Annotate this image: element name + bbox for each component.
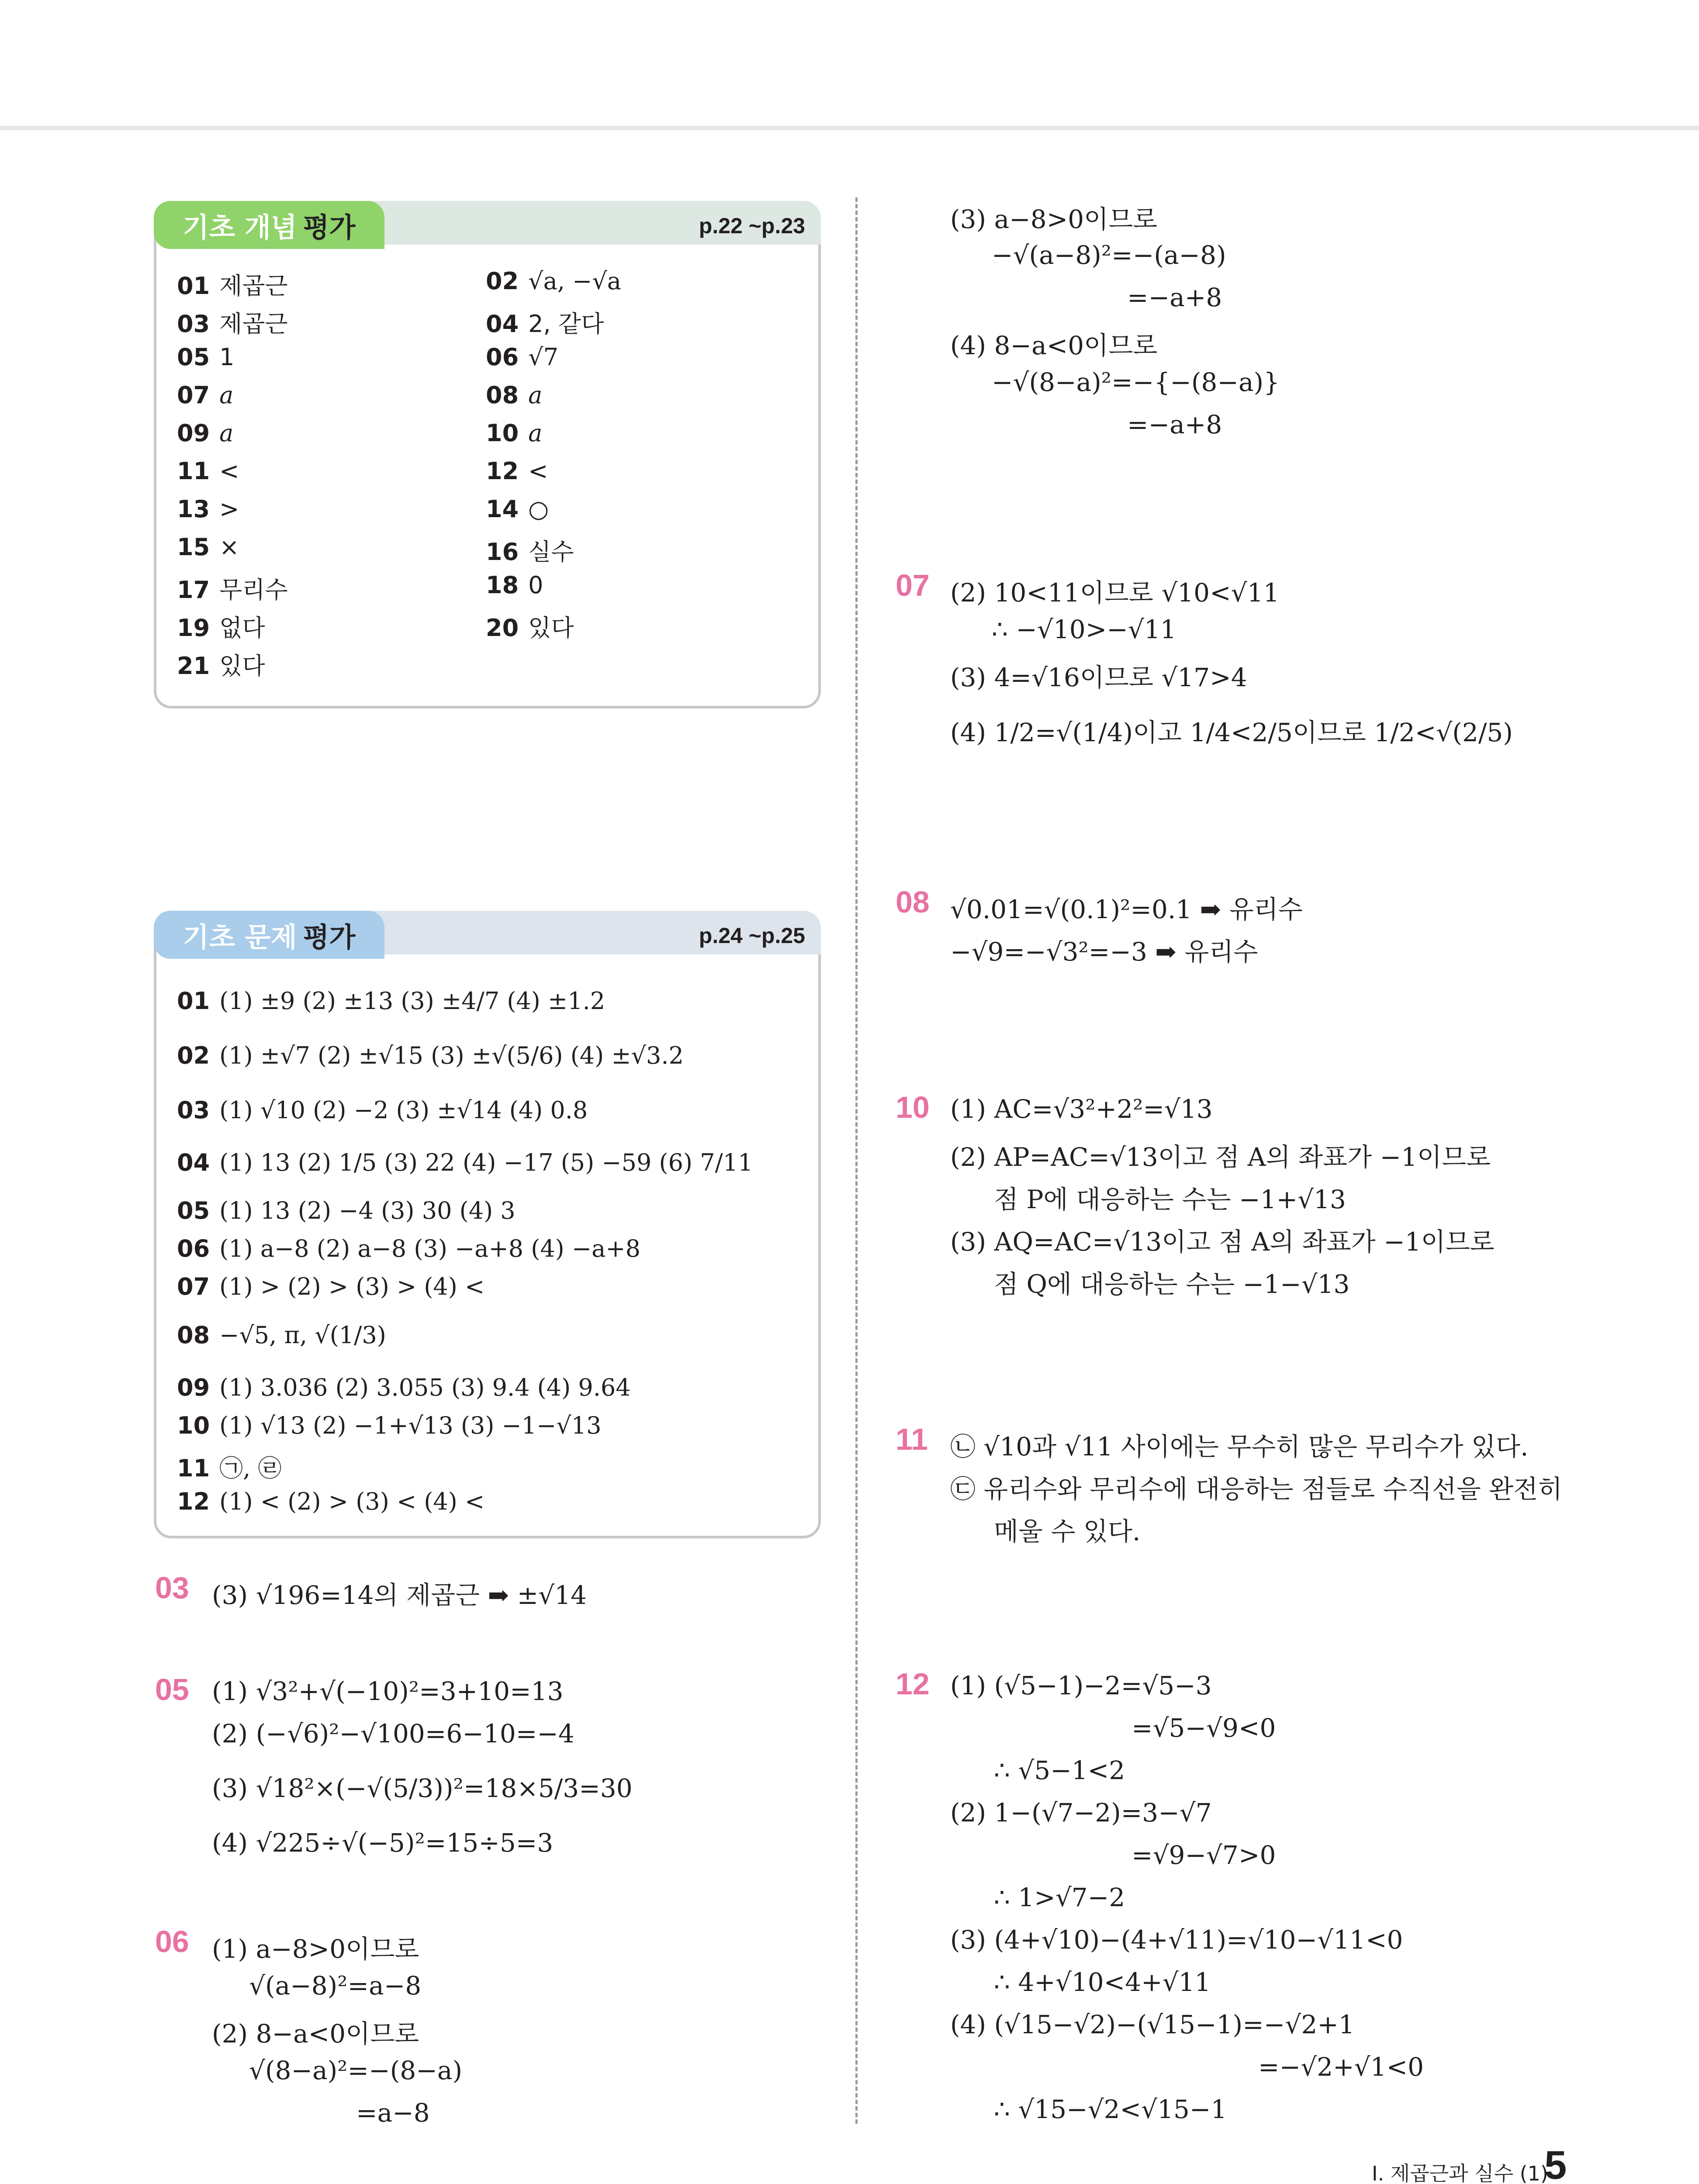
solution-number: 05 <box>155 1673 189 1707</box>
solution-line: ∴ 1>√7−2 <box>994 1883 1125 1912</box>
solution-line: 점 P에 대응하는 수는 −1+√13 <box>994 1185 1346 1214</box>
answer-item: 09 a <box>177 419 234 447</box>
solution-line: −√(8−a)²=−{−(8−a)} <box>992 367 1280 397</box>
solution-line: √0.01=√(0.1)²=0.1 ➡ 유리수 <box>950 895 1303 924</box>
answer-item: 11 < <box>177 457 239 485</box>
answer-item: 16 실수 <box>486 538 574 566</box>
top-rule <box>0 126 1699 130</box>
chapter-footer: I. 제곱근과 실수 (1) <box>1372 2162 1548 2184</box>
solution-line: ∴ √15−√2<√15−1 <box>994 2094 1227 2124</box>
solution-line: √(8−a)²=−(8−a) <box>249 2056 463 2085</box>
solution-line: ㉢ 유리수와 무리수에 대응하는 점들로 수직선을 완전히 <box>950 1474 1563 1504</box>
answer-item: 05 1 <box>177 343 235 371</box>
solution-number: 12 <box>896 1667 930 1701</box>
page-range: p.22 ~p.23 <box>699 214 805 238</box>
page-number: 5 <box>1544 2143 1567 2184</box>
title-part-b: 평가 <box>303 211 356 243</box>
answer-row: 03 (1) √10 (2) −2 (3) ±√14 (4) 0.8 <box>177 1096 588 1124</box>
solution-line: (4) 1/2=√(1/4)이고 1/4<2/5이므로 1/2<√(2/5) <box>950 718 1513 747</box>
answer-item: 13 > <box>177 495 239 523</box>
answer-row: 08 −√5, π, √(1/3) <box>177 1321 386 1349</box>
title-part-a: 기초 개념 <box>183 211 297 243</box>
answer-item: 21 있다 <box>177 652 265 680</box>
solution-line: =√9−√7>0 <box>1132 1840 1276 1870</box>
answer-row: 12 (1) < (2) > (3) < (4) < <box>177 1488 485 1515</box>
answer-item: 01 제곱근 <box>177 272 288 300</box>
solution-line: 메울 수 있다. <box>994 1517 1141 1546</box>
answer-row: 11 ㉠, ㉣ <box>177 1455 282 1482</box>
page-range: p.24 ~p.25 <box>699 923 805 948</box>
solution-line: (1) a−8>0이므로 <box>212 1934 419 1964</box>
solution-number: 03 <box>155 1571 189 1605</box>
solution-number: 10 <box>896 1090 930 1124</box>
solution-line: (1) √3²+√(−10)²=3+10=13 <box>212 1676 564 1706</box>
answer-item: 18 0 <box>486 571 543 599</box>
concept-eval-header <box>154 201 821 249</box>
solution-line: 점 Q에 대응하는 수는 −1−√13 <box>994 1269 1350 1299</box>
solution-line: (3) √18²×(−√(5/3))²=18×5/3=30 <box>212 1773 633 1803</box>
concept-eval-title <box>154 201 384 249</box>
answer-item: 20 있다 <box>486 614 574 642</box>
solution-line: (4) 8−a<0이므로 <box>950 331 1158 360</box>
solution-line: =a−8 <box>356 2098 430 2128</box>
answer-item: 12 < <box>486 457 548 485</box>
solution-line: ㉡ √10과 √11 사이에는 무수히 많은 무리수가 있다. <box>950 1432 1529 1462</box>
solution-line: (1) AC=√3²+2²=√13 <box>950 1094 1213 1124</box>
answer-item: 14 ○ <box>486 495 549 523</box>
answer-row: 07 (1) > (2) > (3) > (4) < <box>177 1273 485 1300</box>
solution-line: ∴ −√10>−√11 <box>992 615 1176 644</box>
answer-item: 10 a <box>486 419 543 447</box>
solution-number: 08 <box>896 885 930 919</box>
solution-line: (3) (4+√10)−(4+√11)=√10−√11<0 <box>950 1925 1403 1955</box>
answer-row: 06 (1) a−8 (2) a−8 (3) −a+8 (4) −a+8 <box>177 1235 640 1262</box>
answer-item: 17 무리수 <box>177 576 288 604</box>
solution-line: (2) 10<11이므로 √10<√11 <box>950 578 1280 608</box>
answer-row: 05 (1) 13 (2) −4 (3) 30 (4) 3 <box>177 1197 516 1224</box>
answer-item: 07 a <box>177 381 234 409</box>
answer-row: 10 (1) √13 (2) −1+√13 (3) −1−√13 <box>177 1412 602 1439</box>
solution-line: ∴ 4+√10<4+√11 <box>994 1967 1211 1997</box>
solution-line: (4) (√15−√2)−(√15−1)=−√2+1 <box>950 2010 1355 2039</box>
answer-item: 08 a <box>486 381 543 409</box>
solution-line: (3) √196=14의 제곱근 ➡ ±√14 <box>212 1580 587 1610</box>
solution-line: (4) √225÷√(−5)²=15÷5=3 <box>212 1828 554 1858</box>
solution-line: (3) a−8>0이므로 <box>950 204 1158 234</box>
title-part-b: 평가 <box>303 921 356 953</box>
column-divider <box>855 197 858 2124</box>
answer-item: 15 × <box>177 533 239 561</box>
solution-line: (2) (−√6)²−√100=6−10=−4 <box>212 1719 574 1749</box>
solution-line: (2) 1−(√7−2)=3−√7 <box>950 1798 1212 1828</box>
answer-row: 04 (1) 13 (2) 1/5 (3) 22 (4) −17 (5) −59 (6) 7/11 <box>177 1149 753 1176</box>
answer-row: 01 (1) ±9 (2) ±13 (3) ±4/7 (4) ±1.2 <box>177 987 606 1015</box>
solution-line: ∴ √5−1<2 <box>994 1755 1125 1785</box>
solution-line: =−√2+√1<0 <box>1258 2052 1424 2082</box>
solution-line: (1) (√5−1)−2=√5−3 <box>950 1671 1212 1700</box>
answer-item: 19 없다 <box>177 614 265 642</box>
answer-item: 06 √7 <box>486 343 558 371</box>
solution-line: −√(a−8)²=−(a−8) <box>992 240 1226 270</box>
solution-line: −√9=−√3²=−3 ➡ 유리수 <box>950 937 1258 967</box>
solution-line: √(a−8)²=a−8 <box>249 1971 422 2001</box>
answer-row: 09 (1) 3.036 (2) 3.055 (3) 9.4 (4) 9.64 <box>177 1374 631 1401</box>
answer-row: 02 (1) ±√7 (2) ±√15 (3) ±√(5/6) (4) ±√3.2 <box>177 1042 684 1069</box>
problem-eval-title <box>154 911 384 959</box>
solution-line: (3) AQ=AC=√13이고 점 A의 좌표가 −1이므로 <box>950 1227 1495 1257</box>
answer-item: 04 2, 같다 <box>486 310 604 338</box>
solution-line: (2) AP=AC=√13이고 점 A의 좌표가 −1이므로 <box>950 1142 1491 1172</box>
solution-line: =√5−√9<0 <box>1132 1713 1276 1743</box>
answer-item: 02 √a, −√a <box>486 267 621 295</box>
solution-line: (2) 8−a<0이므로 <box>212 2019 419 2049</box>
solution-number: 11 <box>896 1422 928 1456</box>
solution-number: 07 <box>896 568 930 602</box>
problem-eval-header <box>154 911 821 959</box>
solution-number: 06 <box>155 1925 189 1959</box>
title-part-a: 기초 문제 <box>183 921 297 953</box>
solution-line: =−a+8 <box>1127 410 1222 439</box>
answer-item: 03 제곱근 <box>177 310 288 338</box>
solution-line: =−a+8 <box>1127 283 1222 312</box>
solution-line: (3) 4=√16이므로 √17>4 <box>950 663 1247 692</box>
